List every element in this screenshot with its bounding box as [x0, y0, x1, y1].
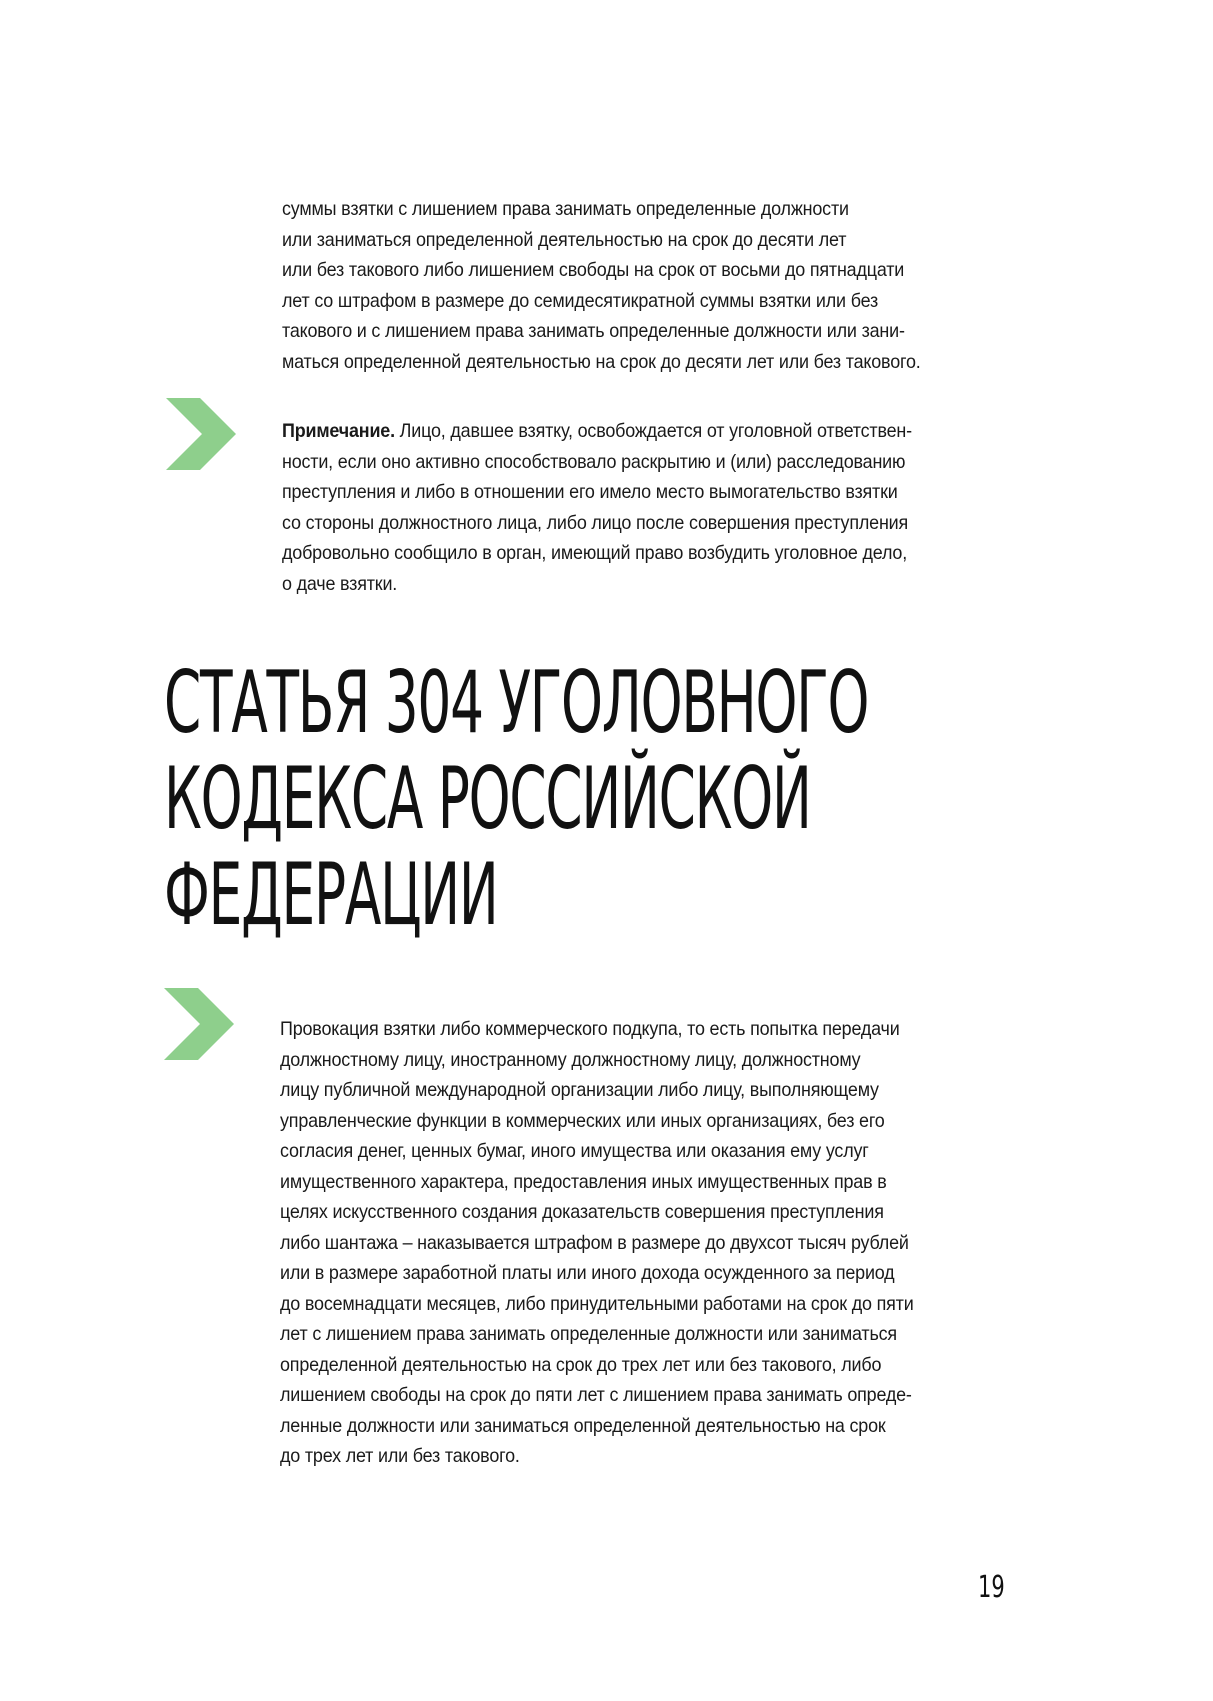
paragraph-line: определенной деятельностью на срок до трех лет или без такового, либо [280, 1353, 882, 1376]
heading-line: ФЕДЕРАЦИИ [164, 845, 498, 945]
paragraph-line: маться определенной деятельностью на срок до десяти лет или без такового. [282, 350, 921, 373]
heading-line: СТАТЬЯ 304 УГОЛОВНОГО [164, 653, 869, 753]
paragraph-line: должностному лицу, иностранному должностному лицу, должностному [280, 1048, 861, 1071]
note-first-line-text: Лицо, давшее взятку, освобождается от уголовной ответствен- [394, 420, 912, 442]
paragraph-line: целях искусственного создания доказательств совершения преступления [280, 1201, 884, 1223]
paragraph-line: лет с лишением права занимать определенные должности или заниматься [280, 1323, 897, 1345]
chevron-right-icon [166, 398, 236, 470]
paragraph-line: суммы взятки с лишением права занимать определенные должности [282, 198, 849, 220]
paragraph-line: Провокация взятки либо коммерческого подкупа, то есть попытка передачи [280, 1018, 900, 1040]
paragraph-line: ленные должности или заниматься определенной деятельностью на срок [280, 1414, 886, 1437]
paragraph-line: или заниматься определенной деятельностью на срок до десяти лет [282, 228, 847, 251]
paragraph-line: добровольно сообщило в орган, имеющий право возбудить уголовное дело, [282, 542, 908, 564]
paragraph-line: до трех лет или без такового. [280, 1445, 520, 1467]
note-first-line [282, 416, 1018, 447]
paragraph-line: лишением свободы на срок до пяти лет с лишением права занимать опреде- [280, 1384, 912, 1406]
page-number: 19 [978, 1570, 1005, 1605]
article-heading [164, 655, 868, 943]
paragraph-line: лет со штрафом в размере до семидесятикратной суммы взятки или без [282, 289, 879, 312]
heading-line: КОДЕКСА РОССИЙСКОЙ [164, 749, 811, 849]
paragraph-line: со стороны должностного лица, либо лицо после совершения преступления [282, 511, 909, 534]
note-label: Примечание. [282, 420, 395, 442]
paragraph-line: согласия денег, ценных бумаг, иного имущества или оказания ему услуг [280, 1140, 869, 1162]
paragraph-line: о даче взятки. [282, 572, 398, 595]
note-paragraph [282, 416, 1018, 599]
continuation-paragraph [282, 194, 1018, 377]
chevron-right-icon [164, 988, 234, 1060]
paragraph-line: или без такового либо лишением свободы на срок от восьми до пятнадцати [282, 259, 905, 281]
paragraph-line: лицу публичной международной организации либо лицу, выполняющему [280, 1079, 879, 1101]
paragraph-line: управленческие функции в коммерческих или иных организациях, без его [280, 1109, 885, 1132]
paragraph-line: до восемнадцати месяцев, либо принудительными работами на срок до пяти [280, 1292, 914, 1315]
paragraph-line: преступления и либо в отношении его имело место вымогательство взятки [282, 481, 898, 503]
article-paragraph [280, 1014, 1025, 1472]
paragraph-line: либо шантажа – наказывается штрафом в размере до двухсот тысяч рублей [280, 1231, 909, 1254]
paragraph-line: такового и с лишением права занимать определенные должности или зани- [282, 320, 905, 342]
paragraph-line: или в размере заработной платы или иного дохода осужденного за период [280, 1262, 895, 1284]
paragraph-line: имущественного характера, предоставления иных имущественных прав в [280, 1170, 887, 1193]
paragraph-line: ности, если оно активно способствовало раскрытию и (или) расследованию [282, 450, 906, 473]
